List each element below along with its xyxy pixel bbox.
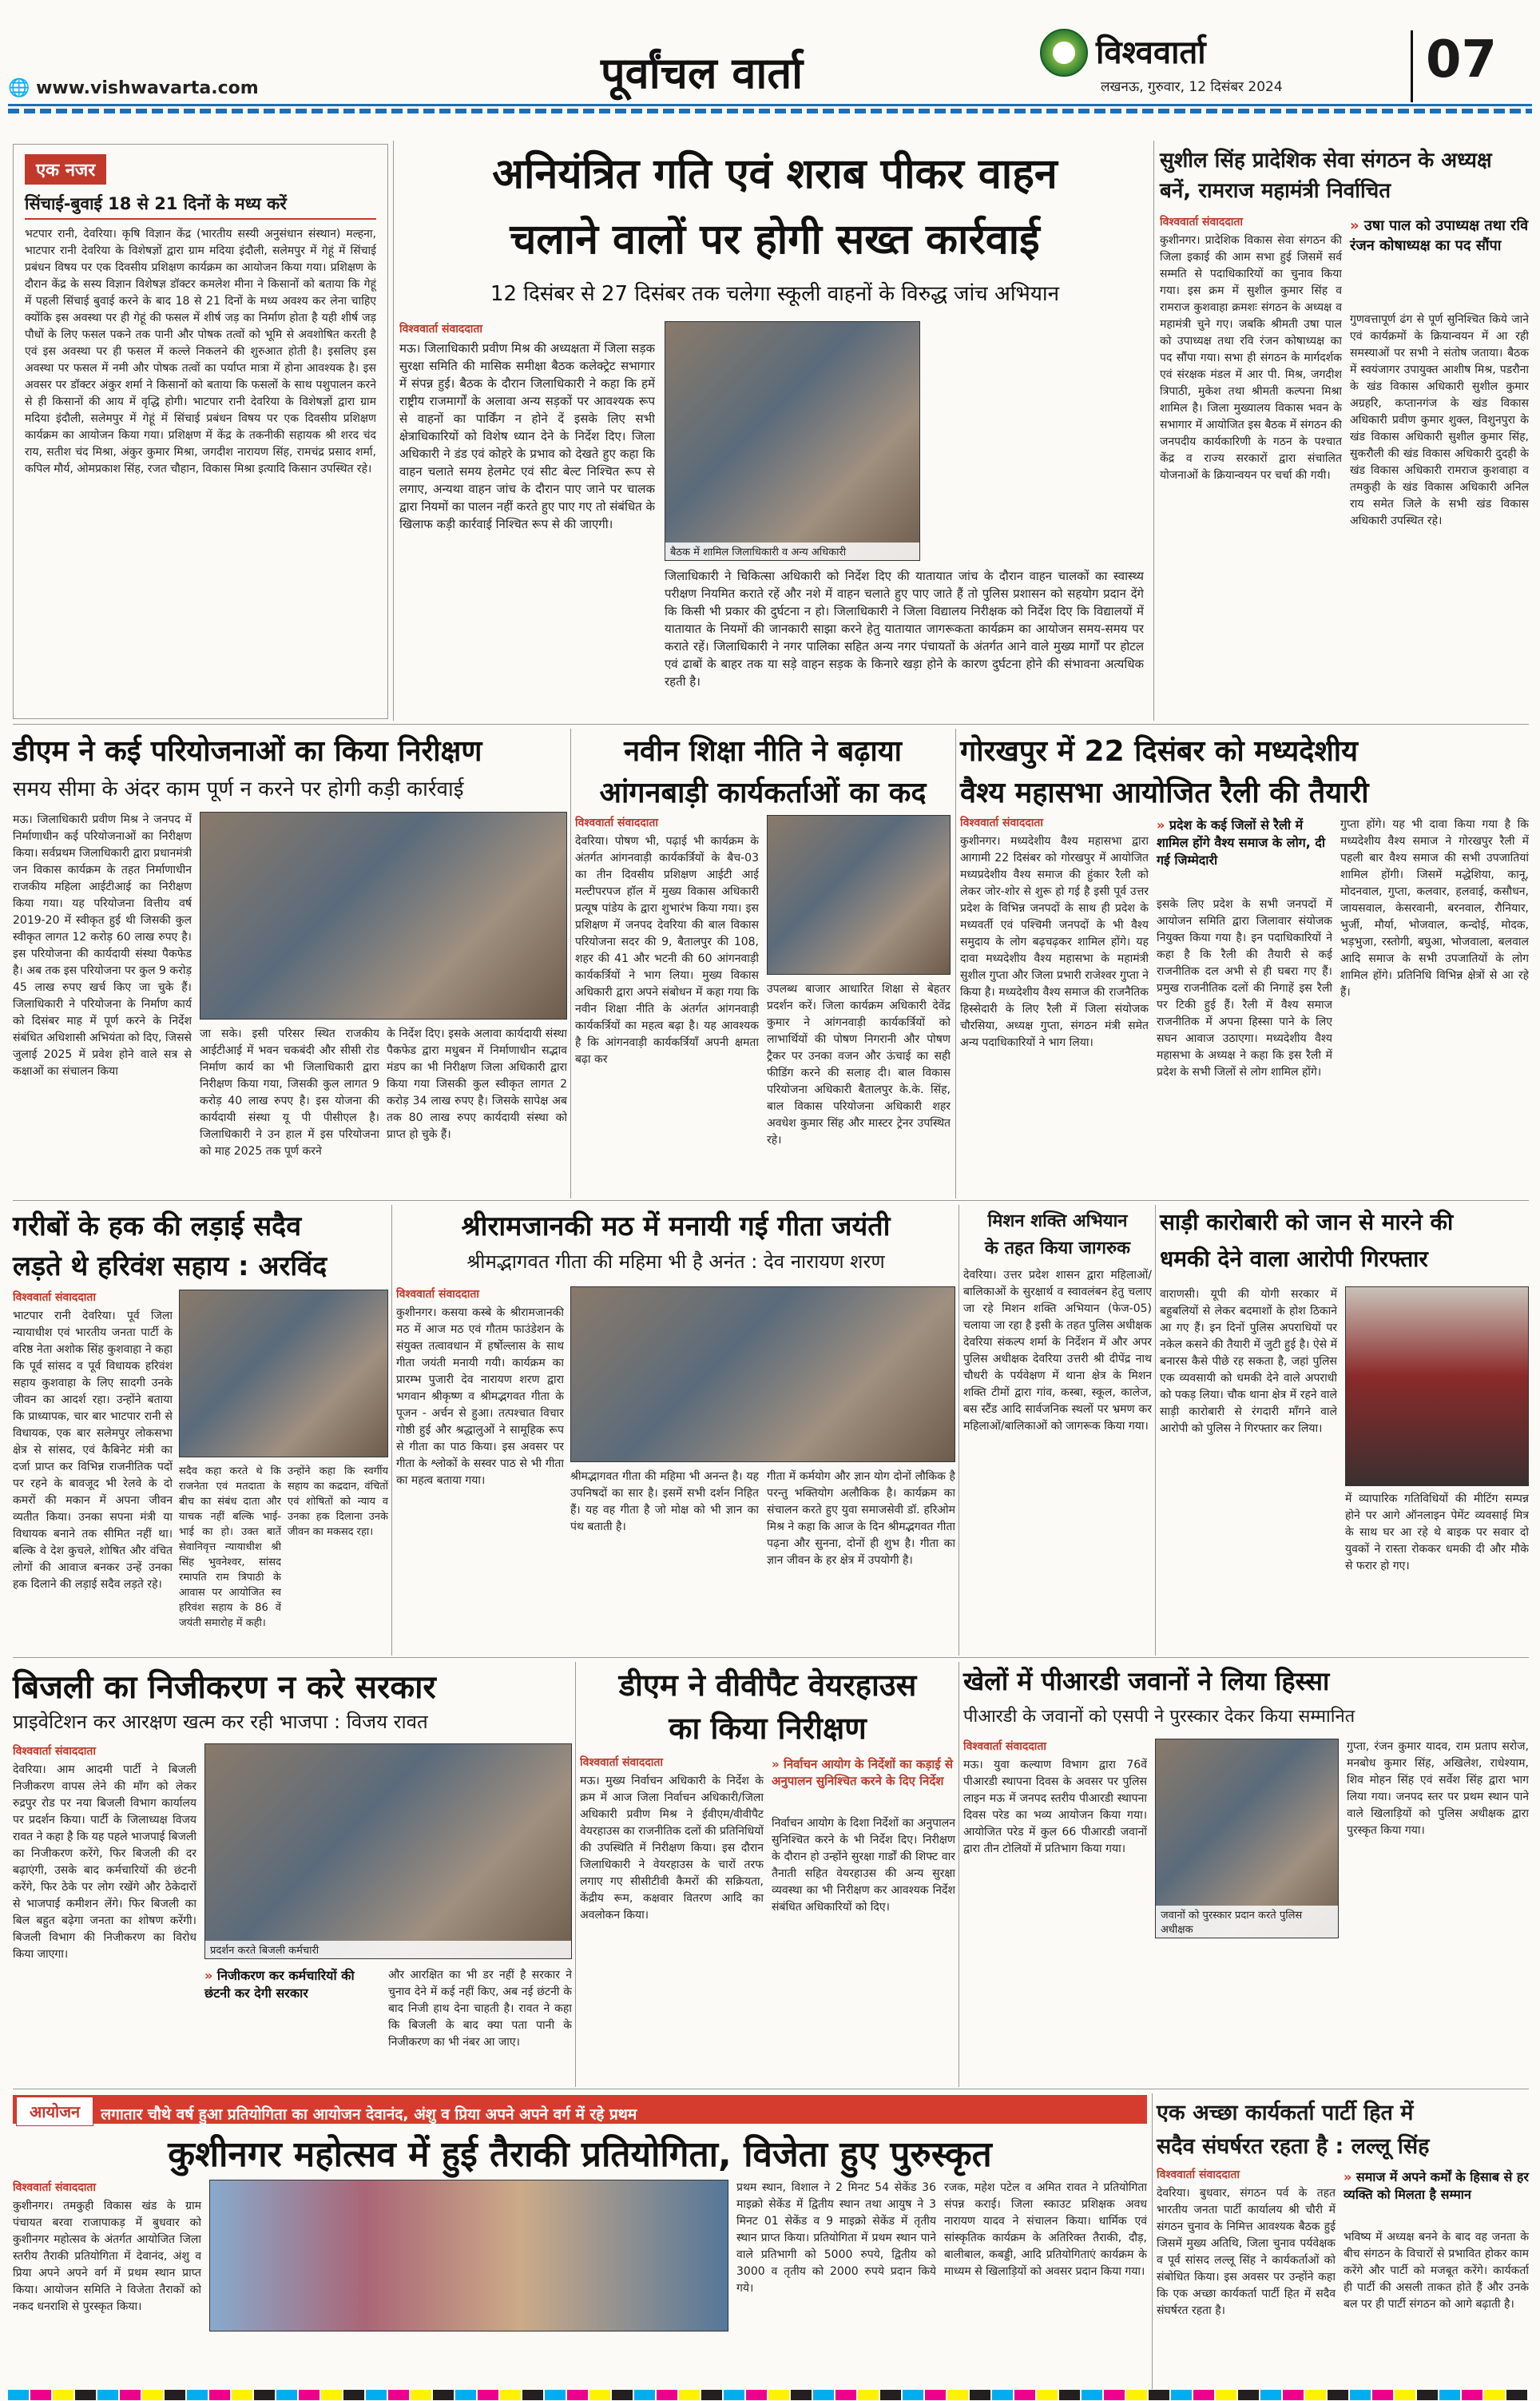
- gorakhpur-pullquote: » प्रदेश के कई जिलों से रैली में शामिल होंगे वैश्य समाज के लोग, दी गई जिम्मेदारी: [1157, 817, 1326, 868]
- taraki-text-3: रजक, महेश पटेल व अमित रावत ने प्रतियोगिता संपन्न कराई। जिला स्काउट प्रशिक्षक अवध नारायण यादव ने संचालन किया। धार्मिक एवं सांस्कृतिक कार्यक्रम के अतिरिक्त तैराकी, दौड़, बालीबाल, कबड्डी, आदि प्रतियोगिताएं कार्यक्रम के माध्यम से खिलाड़ियों को अवसर प्रदान किया गया।: [944, 2181, 1147, 2278]
- registration-marks: [8, 2389, 1532, 2400]
- lallu-text-2: भविष्य में अध्यक्ष बनने के बाद वह जनता के बीच संगठन के विचारों से प्रभावित होकर काम करेंगे और पार्टी को मजबूत करेंगे। कार्यकर्ता ही पार्टी की असली ताकत होते हैं और उनके बल पर ही पार्टी संगठन को आगे बढ़ाती है।: [1344, 2231, 1529, 2311]
- lead-headline-1: अनियंत्रित गति एवं शराब पीकर वाहन: [492, 150, 1058, 198]
- col-divider: [1152, 2093, 1153, 2389]
- sushil-col-1: [1160, 214, 1342, 719]
- gorakhpur-byline: विश्ववार्ता संवाददाता: [960, 817, 1044, 829]
- ek-nazar-headline: सिंचाई-बुवाई 18 से 21 दिनों के मध्य करें: [25, 193, 376, 220]
- harivansh-text-2: सदैव कहा करते थे कि राजनेता एवं मतदाता के बीच का संबंध दाता और याचक नहीं बल्कि भाई-भाई का हो। उक्त बातें सेवानिवृत्त न्यायाधीश श्री सिंह भुवनेश्वर, सांसद रमापति राम त्रिपाठी के आवास पर आयोजित स्व हरिवंश सहाय के 86 वें जयंती समारोह में कही।: [179, 1465, 281, 1629]
- taraki-headline: कुशीनगर महोत्सव में हुई तैराकी प्रतियोगिता, विजेता हुए पुरुस्कृत: [168, 2134, 992, 2175]
- vvpat-text-2: निर्वाचन आयोग के दिशा निर्देशों का अनुपालन सुनिश्चित करने के भी निर्देश दिए। निरीक्षण के दौरान हो उन्होंने सुरक्षा गार्डों की शिफ्ट वार तैनाती सहित वेयरहाउस की अन्य सुरक्षा व्यवस्था का भी निरीक्षण कर आवश्यक निर्देश संबंधित अधिकारियों को दिए।: [772, 1817, 955, 1914]
- header-wave: [8, 109, 1532, 113]
- dm-projects-photo: [200, 812, 567, 1020]
- quote-chevron-icon: »: [772, 1757, 780, 1771]
- dhamki-text-2: में व्यापारिक गतिविधियों की मीटिंग सम्पन्न होने पर आगे ऑनलाइन पेमेंट व्यवसाई मित्र के साथ घर आ रहे थे बाइक पर सवार दो युवकों ने रास्ता रोककर धमकी दी और मौके से फरार हो गए।: [1345, 1493, 1529, 1572]
- harivansh-byline: विश्ववार्ता संवाददाता: [13, 1291, 97, 1304]
- gita-text-1: कुशीनगर। कसया कस्बे के श्रीरामजानकी मठ में आज मठ एवं गौतम फाउंडेशन के संयुक्त तत्वावधान में हर्षोल्लास के साथ गीता जयंती मनायी गयी। कार्यक्रम का प्रारम्भ पुजारी देव नारायण शरण द्वारा भगवान श्रीकृष्ण व श्रीमद्भगवत गीता के पूजन - अर्चन से हुआ। तत्पश्चात विचार गोष्ठी हुई और श्रद्धालुओं ने सामूहिक रूप से गीता का पाठ किया। इस अवसर पर गीता के श्लोकों के सस्वर पाठ से भी गीता का महत्व बताया गया।: [396, 1306, 564, 1487]
- globe-icon: 🌐: [8, 78, 30, 98]
- col-divider: [391, 1205, 392, 1656]
- harivansh-headline-2: लड़ते थे हरिवंश सहाय : अरविंद: [13, 1250, 327, 1282]
- harivansh-col-1: [13, 1290, 173, 1652]
- quote-chevron-icon: »: [1350, 217, 1359, 234]
- dhamki-photo: [1345, 1286, 1529, 1486]
- gorakhpur-text-2: इसके लिए प्रदेश के सभी जनपदों में आयोजन समिति द्वारा जिलावार संयोजक नियुक्त किया गया है। इन पदाधिकारियों ने कहा है कि रैली की तैयारी से कई राजनीतिक दल अभी से ही घबरा गए हैं। प्रमुख राजनीतिक दलों की निगाहें इस रैली पर टिकी हुई हैं। रैली में वैश्य समाज राजनीतिक में अपना हिस्सा पाने के लिए सघन आवाज उठाएगा। मध्यदेशीय वैश्य महासभा के अध्यक्ष ने कहा कि इस रैली में प्रदेश के सभी जिलों से लोग शामिल होंगे।: [1157, 898, 1332, 1079]
- shiksha-photo: [767, 815, 951, 975]
- quote-chevron-icon: »: [1157, 817, 1165, 833]
- lallu-col-1: [1157, 2167, 1336, 2389]
- mission-headline-1: मिशन शक्ति अभियान: [987, 1211, 1128, 1231]
- lallu-headline-2: सदैव संघर्षरत रहता है : लल्लू सिंह: [1157, 2134, 1430, 2159]
- dhamki-headline-1: साड़ी कारोबारी को जान से मारने की: [1160, 1209, 1454, 1235]
- dateline: लखनऊ, गुरुवार, 12 दिसंबर 2024: [1101, 79, 1283, 95]
- gita-subhead: श्रीमद्भागवत गीता की महिमा भी है अनंत : देव नारायण शरण: [466, 1250, 885, 1273]
- col-divider: [570, 729, 571, 1199]
- gorakhpur-headline-2: वैश्य महासभा आयोजित रैली की तैयारी: [960, 777, 1369, 809]
- shiksha-text-1: देवरिया। पोषण भी, पढ़ाई भी कार्यक्रम के अंतर्गत आंगनवाड़ी कार्यकर्त्रियों के बैच-03 का तीन दिवसीय प्रशिक्षण आईटी आई मल्टीपरपज हॉल में मुख्य विकास अधिकारी प्रत्यूष पांडेय के द्वारा शुभारंभ किया गया। इस प्रशिक्षण में जनपद देवरिया की बाल विकास परियोजना सदर की 9, बैतालपुर की 108, शहर की 41 और भटनी की 60 आंगनवाड़ी कार्यकर्त्रियों ने भाग लिया। मुख्य विकास अधिकारी द्वारा अपने संबोधन में कहा गया कि नवीन शिक्षा नीति के अंतर्गत आंगनवाड़ी कार्यकर्त्रियों का महत्व बढ़ा है। यह आवश्यक है कि आंगनवाड़ी कार्यकर्त्रियाँ अपनी क्षमता बढ़ा कर: [575, 835, 759, 1066]
- lead-photo-caption: बैठक में शामिल जिलाधिकारी व अन्य अधिकारी: [665, 543, 919, 560]
- vvpat-col-1: [580, 1755, 764, 2084]
- taraki-photo: [209, 2180, 728, 2331]
- dm-projects-headline: डीएम ने कई परियोजनाओं का किया निरीक्षण: [13, 735, 482, 768]
- gita-photo: [570, 1286, 955, 1462]
- bijli-text-2: और आरक्षित का भी डर नहीं है सरकार ने चुनाव देने में कई नहीं किए, अब नई छंटनी के बाद निजी हाथ देना चाहती है। रावत ने कहा कि बिजली के बाद क्या पता पानी के निजीकरण का भी नंबर आ जाए।: [388, 1969, 572, 2049]
- sushil-text-1: कुशीनगर। प्रादेशिक विकास सेवा संगठन की जिला इकाई की आम सभा हुई जिसमें सर्व सम्मति से पदाधिकारियों का चुनाव किया गया। इस क्रम में सुशील कुमार सिंह व रामराज कुशवाहा क्रमशः संगठन के अध्यक्ष व महामंत्री चुने गए। जबकि श्रीमती उषा पाल को उपाध्यक्ष तथा रवि रंजन कोषाध्यक्ष का पद सौंपा गया। सभा ही संगठन के मार्गदर्शक एवं संरक्षक मंडल में आर पी. मिश्र, जगदीश त्रिपाठी, मुकेश तथा श्रीमती कल्पना मिश्रा शामिल है। जिला मुख्यालय विकास भवन के सभागार में आयोजित इस बैठक में संगठन की जनपदीय कार्यकारिणी के गठन के पश्चात केंद्र व राज्य सरकारों द्वारा संचालित योजनाओं के क्रियान्वयन पर चर्चा की गयी।: [1160, 234, 1342, 482]
- gita-text-2: श्रीमद्भागवत गीता की महिमा भी अनन्त है। यह उपनिषदों का सार है। इसमें सभी दर्शन निहित हैं। यह वह गीता है जो मोक्ष को भी ज्ञान का पंथ बताती है।: [570, 1470, 759, 1533]
- harivansh-text-3: उन्होंने कहा कि स्वर्गीय सहाय का कद्रदान, वंचितों एवं शोषितों को न्याय व उनका हक दिलाना उनके जीवन का मकसद रहा।: [288, 1465, 388, 1538]
- sushil-headline: सुशील सिंह प्रादेशिक सेवा संगठन के अध्यक्ष बनें, रामराज महामंत्री निर्वाचित: [1160, 149, 1492, 203]
- bijli-subhead: प्राइवेटिशन कर आरक्षण खत्म कर रही भाजपा : विजय रावत: [13, 1711, 428, 1733]
- lead-subhead: 12 दिसंबर से 27 दिसंबर तक चलेगा स्कूली वाहनों के विरुद्ध जांच अभियान: [490, 282, 1060, 306]
- row-divider-1: [13, 724, 1529, 725]
- ek-nazar-body: भटपार रानी, देवरिया। कृषि विज्ञान केंद्र (भारतीय सस्यी अनुसंधान संस्थान) मल्हना, भाटपार रानी देवरिया के विशेषज्ञों द्वारा ग्राम मदिया इंदौली, सलेमपुर में गेहूं में सिंचाई प्रबंधन विषय पर एक दिवसीय प्रशिक्षण कार्यक्रम का आयोजन किया गया। प्रशिक्षण के दौरान केंद्र के सस्य विज्ञान विशेषज्ञ डॉक्टर कमलेश मीना ने किसानों को बताया कि गेहूं में पहली सिंचाई बुवाई करने के बाद 18 से 21 दिनों के मध्य अवश्य कर लेना चाहिए क्योंकि इस अवस्था पर ही गेहूं की फसल में शीर्ष जड़ का निर्माण होता है यही शीर्ष जड़ पौधों के लिए फसल पकने तक पानी और पोषक तत्वों को भूमि से अवशोषित करती है एवं इस अवस्था पर ही फसल में कल्ले निकलने की शुरुआत होती है। इसलिए इस अवस्था पर फसल में नमी और पोषक तत्वों का पर्याप्त मात्रा में होना आवश्यक है। इस अवसर पर डॉक्टर अंकुर शर्मा ने किसानों को बताया कि फसलों के साथ पशुपालन करने से ही किसानों की आय में वृद्धि होगी। भाटपार रानी देवरिया के विशेषज्ञों द्वारा ग्राम मदिया इंदौली, सलेमपुर में गेहूं में सिंचाई प्रबंधन विषय पर एक दिवसीय प्रशिक्षण कार्यक्रम का आयोजन किया गया। प्रशिक्षण में केंद्र के तकनीकी सहायक श्री शरद चंद राय, सतीश चंद मिश्रा, अंकुर कुमार मिश्रा, जगदीश नारायण सिंह, रामचंद्र प्रसाद शर्मा, कपिल मौर्य, ओमप्रकाश सिंह, रजत चौहान, विकास मिश्रा इत्यादि किसान उपस्थित रहे।: [25, 228, 376, 475]
- lead-photo: [665, 321, 920, 561]
- lallu-headline-1: एक अच्छा कार्यकर्ता पार्टी हित में: [1157, 2101, 1414, 2125]
- shiksha-text-2: उपलब्ध बाजार आधारित शिक्षा से बेहतर प्रदर्शन करें। जिला कार्यक्रम अधिकारी देवेंद्र कुमार ने आंगनवाड़ी कार्यकर्त्रियों को लाभार्थियों की पोषण निगरानी और पोषण ट्रैकर पर उनका वजन और ऊंचाई का सही फीडिंग करने की सलाह दी। बाल विकास परियोजना अधिकारी बैतालपुर के.के. सिंह, बाल विकास परियोजना अधिकारी शहर अवधेश कुमार सिंह और मास्टर ट्रेनर उपस्थित रहे।: [767, 983, 951, 1147]
- prd-headline: खेलों में पीआरडी जवानों ने लिया हिस्सा: [963, 1666, 1330, 1696]
- shiksha-headline-2: आंगनबाड़ी कार्यकर्ताओं का कद: [599, 777, 927, 809]
- lead-col-1: [399, 321, 655, 721]
- gorakhpur-headline-1: गोरखपुर में 22 दिसंबर को मध्यदेशीय: [960, 735, 1358, 768]
- aayojan-band: [13, 2095, 1147, 2124]
- col-divider: [1155, 1205, 1156, 1656]
- vvpat-headline-1: डीएम ने वीवीपैट वेयरहाउस: [618, 1668, 917, 1703]
- col-divider: [393, 141, 394, 721]
- prd-text-2: गुप्ता, रंजन कुमार यादव, राम प्रताप सरोज, मनबोध कुमार सिंह, अखिलेश, राधेश्याम, शिव मोहन सिंह एवं सर्वेश सिंह द्वारा भाग लिया गया। जनपद स्तर पर प्रथम स्थान पाने वाले खिलाड़ियों को पुलिस अधीक्षक द्वारा पुरस्कृत किया गया।: [1347, 1740, 1529, 1837]
- row-divider-2: [13, 1200, 1529, 1201]
- vvpat-pullquote: » निर्वाचन आयोग के निर्देशों का कड़ाई से अनुपालन सुनिश्चित करने के दिए निर्देश: [772, 1757, 954, 1788]
- gita-byline: विश्ववार्ता संवाददाता: [396, 1288, 480, 1301]
- bijli-photo: [204, 1743, 572, 1959]
- quote-chevron-icon: »: [204, 1968, 213, 1983]
- gorakhpur-text-1: कुशीनगर। मध्यदेशीय वैश्य महासभा द्वारा आगामी 22 दिसंबर को गोरखपुर में आयोजित मध्यप्रदेशीय वैश्य समाज की हुंकार रैली को लेकर जोर-शोर से शुरू हो गई है इसी पूर्व उत्तर प्रदेश के विभिन्न जनपदों के साथ ही प्रदेश के मध्यवर्ती एवं पश्चिमी जनपदों के भी वैश्य समुदाय के लोग बढ़चढ़कर शामिल होंगे। यह दावा मध्यदेशीय वैश्य महासभा के महामंत्री सुशील गुप्ता और जिला प्रभारी राजेश्वर गुप्ता ने किया है। मध्यदेशीय वैश्य समाज की राजनैतिक हिस्सेदारी के लिए रैली में जिला संयोजक चौरसिया, अध्यक्ष गुप्ता, संगठन मंत्री समेत अन्य पदाधिकारियों ने भाग लिया।: [960, 835, 1149, 1049]
- vvpat-headline-2: का किया निरीक्षण: [669, 1711, 867, 1746]
- bijli-pullquote: » निजीकरण कर कर्मचारियों की छंटनी कर देगी सरकार: [204, 1968, 355, 2001]
- col-divider: [955, 729, 956, 1199]
- lead-byline: विश्ववार्ता संवाददाता: [399, 323, 483, 336]
- bijli-photo-caption: प्रदर्शन करते बिजली कर्मचारी: [205, 1941, 571, 1958]
- sushil-text-2: गुणवत्तापूर्ण ढंग से पूर्ण सुनिश्चित किये जाने एवं कार्यक्रमों के क्रियान्वयन में आ रही समस्याओं पर सभी ने संतोष जताया। बैठक में स्वयंजागर उपायुक्त आशीष मिश्र, पडरौना के खंड विकास अधिकारी सुशील कुमार अग्रहरि, कप्तानगंज के खंड विकास अधिकारी प्रवीण कुमार शुक्ल, विशुनपुरा के खंड विकास अधिकारी सुशील कुमार सिंह, सुकरौली की खंड विकास अधिकारी दुदही के खंड विकास अधिकारी रामराज कुशवाहा व तमकुही के खंड विकास अधिकारी अनिल राय समेत जिले के सभी खंड विकास अधिकारी उपस्थित रहे।: [1350, 313, 1529, 527]
- lallu-pullquote: » समाज में अपने कर्मों के हिसाब से हर व्यक्ति को मिलता है सम्मान: [1344, 2169, 1529, 2202]
- bijli-byline: विश्ववार्ता संवाददाता: [13, 1745, 97, 1758]
- brand-name: विश्ववार्ता: [1096, 34, 1206, 71]
- page-number: 07: [1411, 30, 1530, 102]
- lallu-text-1: देवरिया। बुधवार, संगठन पर्व के तहत भारतीय जनता पार्टी कार्यालय श्री चौरी में संगठन चुनाव के निमित्त आवश्यक बैठक हुई जिसमें मुख्य अतिथि, जिला चुनाव पर्यवेक्षक व पूर्व सांसद लल्लू सिंह ने कार्यकर्ताओं को संबोधित किया। इस अवसर पर उन्होंने कहा कि एक अच्छा कार्यकर्ता पार्टी हित में सदैव संघर्षरत रहता है।: [1157, 2187, 1336, 2317]
- vvpat-byline: विश्ववार्ता संवाददाता: [580, 1756, 664, 1769]
- mission-headline-2: के तहत किया जागरुक: [984, 1238, 1131, 1258]
- lead-headline-2: चलाने वालों पर होगी सख्त कार्रवाई: [510, 216, 1040, 264]
- header-rule: [8, 104, 1532, 106]
- ek-nazar-box: [13, 144, 388, 719]
- brand-logo: [1040, 29, 1088, 77]
- dhamki-text-1: वाराणसी। यूपी की योगी सरकार में बहुबलियों से लेकर बदमाशों के होश ठिकाने आ गए हैं। इन दिनों पुलिस अपराधियों पर नकेल कसने की तैयारी में जुटी हुई है। ऐसे में बनारस कैसे पीछे रह सकता है, जहां पुलिस एक व्यवसायी को धमकी देने वाले अपराधी को पकड़ लिया। चौक थाना क्षेत्र में रहने वाले साड़ी कारोबारी से रंगदारी माँगने वाले आरोपी को पुलिस ने गिरफ्तार कर लिया।: [1160, 1288, 1337, 1435]
- ek-nazar-tag: एक नजर: [25, 154, 106, 185]
- bijli-col-1: [13, 1743, 196, 2084]
- lallu-byline: विश्ववार्ता संवाददाता: [1157, 2168, 1240, 2181]
- dm-projects-text-1: मऊ। जिलाधिकारी प्रवीण मिश्र ने जनपद में निर्माणाधीन कई परियोजनाओं का निरीक्षण किया। सर्वप्रथम जिलाधिकारी द्वारा प्रधानमंत्री जन विकास कार्यक्रम के तहत निर्माणाधीन राजकीय महिला आईटीआई का निरीक्षण किया गया। यह परियोजना वित्तीय वर्ष 2019-20 में स्वीकृत हुई थी जिसकी कुल स्वीकृत लागत 12 करोड़ 60 लाख रुपए है। इस परियोजना की कार्यदायी संस्था पैकफेड है। अब तक इस परियोजना पर कुल 9 करोड़ 45 लाख रुपए खर्च किए जा चुके हैं। जिलाधिकारी ने परियोजना के निर्माण कार्य को दिसंबर माह में पूर्ण करने के निर्देश संबंधित अधिशासी अभियंता को दिए, जिससे जुलाई 2025 में प्रवेश होने वाले सत्र से कक्षाओं का संचालन किया: [13, 813, 192, 1078]
- harivansh-headline-1: गरीबों के हक की लड़ाई सदैव: [13, 1210, 302, 1242]
- row-divider-3: [13, 1657, 1529, 1658]
- col-divider: [575, 1662, 576, 2087]
- taraki-text-2: प्रथम स्थान, विशाल ने 2 मिनट 54 सेकेंड 36 माइक्रो सेकेंड में द्वितीय स्थान तथा आयुष ने 3 मिनट 01 सेकेंड व 9 माइक्रो सेकेंड में तृतीय स्थान प्राप्त किया। प्रतियोगिता में प्रथम स्थान पाने वाले प्रतिभागी को 5000 रुपये, द्वितीय को 3000 व तृतीय को 2000 रुपये प्रदान किये गये।: [736, 2181, 936, 2295]
- prd-photo-caption: जवानों को पुरस्कार प्रदान करते पुलिस अधीक्षक: [1156, 1906, 1338, 1938]
- dhamki-headline-2: धमकी देने वाला आरोपी गिरफ्तार: [1160, 1246, 1428, 1272]
- gita-headline: श्रीरामजानकी मठ में मनायी गई गीता जयंती: [461, 1210, 891, 1242]
- dm-projects-text-2: जा सके। इसी परिसर स्थित राजकीय आईटीआई में भवन चकबंदी और सीसी रोड निर्माण कार्य का भी जिलाधिकारी द्वारा निरीक्षण किया गया, जिसकी कुल लागत 9 करोड़ 40 लाख रुपए है। इस योजना की कार्यदायी संस्था यू पी पीसीएल है। जिलाधिकारी ने उन हाल में इस परियोजना को माह 2025 तक पूर्ण करने: [200, 1028, 379, 1158]
- prd-subhead: पीआरडी के जवानों को एसपी ने पुरस्कार देकर किया सम्मानित: [963, 1707, 1355, 1727]
- vvpat-text-1: मऊ। मुख्य निर्वाचन अधिकारी के निर्देश के क्रम में आज जिला निर्वाचन अधिकारी/जिला अधिकारी प्रवीण मिश्र ने ईवीएम/वीवीपैट वेयरहाउस का राजनीतिक दलों की प्रतिनिधियों की उपस्थिति में निरीक्षण किया। इस दौरान जिलाधिकारी ने वेयरहाउस के चारों तरफ लगाए गए सीसीटीवी कैमरों की सक्रियता, केंद्रीय रूम, कक्षवार वितरण आदि का अवलोकन किया।: [580, 1775, 764, 1922]
- quote-chevron-icon: »: [1344, 2169, 1352, 2184]
- taraki-col-1: [13, 2180, 201, 2389]
- shiksha-headline-1: नवीन शिक्षा नीति ने बढ़ाया: [624, 735, 902, 768]
- harivansh-photo: [179, 1290, 388, 1457]
- section-title: पूर्वांचल वार्ता: [601, 47, 804, 98]
- site-url[interactable]: 🌐 www.vishwavarta.com: [8, 78, 259, 98]
- sushil-byline: विश्ववार्ता संवाददाता: [1160, 216, 1244, 229]
- lead-text-1: मऊ। जिलाधिकारी प्रवीण मिश्र की अध्यक्षता में जिला सड़क सुरक्षा समिति की मासिक समीक्षा बैठक कलेक्ट्रेट सभागार में संपन्न हुई। बैठक के दौरान जिलाधिकारी ने कहा कि हमें राष्ट्रीय राजमार्गों के अलावा अन्य सड़कों पर आवश्यक रूप से वाहनों का पार्किंग न होने दें इसके लिए सभी क्षेत्राधिकारियों को विशेष ध्यान देने के निर्देश दिए। जिला अधिकारी ने डंड एवं कोहरे के प्रभाव को देखते हुए कहा कि वाहन चलाते समय हेलमेट एवं सीट बेल्ट निश्चित रूप से लगाए, अन्यथा वाहन जांच के दौरान पाए जाने पर चालक द्वारा नियमों का पालन नहीं करते हुए पाए गए तो संबंधित के खिलाफ कड़ी कार्रवाई निश्चित रूप से की जाएगी।: [399, 341, 655, 531]
- lead-text-2: जिलाधिकारी ने चिकित्सा अधिकारी को निर्देश दिए की यातायात जांच के दौरान वाहन चालकों का स्वास्थ्य परीक्षण नियमित कराते रहें और नशे में वाहन चलाते हुए पाए जाते हैं तो पुलिस प्रशासन को सहयोग प्रदान देंगे कि किसी भी प्रकार की दुर्घटना न हो। जिलाधिकारी ने जिला विद्यालय निरीक्षक को निर्देश दिए कि विद्यालयों में यातायात के नियमों की जानकारी साझा करने हेतु यातायात जागरूकता कार्यक्रम का आयोजन समय-समय पर कराते रहें। जिलाधिकारी ने नगर पालिका सहित अन्य नगर पंचायतों के अंतर्गत आने वाले मुख्य मार्गों पर होटल एवं ढाबों के बाहर तक या सड़े वाहन सड़क के किनारे खड़ा होने के कारण दुर्घटना होने की संभावना अत्यधिक रहती है।: [665, 569, 1144, 689]
- harivansh-text-1: भाटपार रानी देवरिया। पूर्व जिला न्यायाधीश एवं भारतीय जनता पार्टी के वरिष्ठ नेता अशोक सिंह कुशवाहा ने कहा कि पूर्व सांसद व पूर्व विधायक हरिवंश सहाय कुशवाहा के लिए सादगी उनके जीवन का आदर्श रहा। उन्होंने बताया कि प्राध्यापक, चार बार भाटपार रानी से विधायक, एक बार सलेमपुर लोकसभा क्षेत्र से सांसद, एवं कैबिनेट मंत्री का दर्जा प्राप्त कर विभिन्न राजनीतिक पदों पर रहने के बावजूद भी रेलवे के दो कमरों की मकान में अपना जीवन व्यतीत किया। उनका सपना मंत्री या विधायक बनाने तक सीमित नहीं था। बल्कि वे देश कुचले, शोषित और वंचित लोगों की आवाज बनकर उन्हें उनका हक दिलाने की लड़ाई सदैव लड़ते रहे।: [13, 1310, 173, 1591]
- gorakhpur-text-3: गुप्ता होंगे। यह भी दावा किया गया है कि मध्यदेशीय वैश्य समाज ने गोरखपुर रैली में पहली बार वैश्य समाज की सभी उपजातियां शामिल होंगी। जिसमें मद्धेशिया, कानू, मोदनवाल, गुप्ता, कलवार, हलवाई, कसौधन, जायसवाल, केसरवानी, बरनवाल, रौनियार, भुर्जी, मौर्या, भोजवाल, कन्दोई, मोदक, भड़भुजा, रस्तोगी, बघुआ, भोजवाला, बलवाल आदि समाज के सभी उपजातियों के लोग शामिल होंगे। प्रतिनिधि विभिन्न क्षेत्रों से आ रहे हैं।: [1340, 818, 1529, 999]
- sushil-pullquote: » उषा पाल को उपाध्यक्ष तथा रवि रंजन कोषाध्यक्ष का पद सौंपा: [1350, 217, 1529, 254]
- shiksha-byline: विश्ववार्ता संवाददाता: [575, 817, 659, 829]
- prd-photo: [1155, 1739, 1339, 1938]
- prd-col-1: [963, 1739, 1147, 2084]
- col-divider: [1153, 141, 1154, 721]
- prd-byline: विश्ववार्ता संवाददाता: [963, 1740, 1047, 1753]
- gorakhpur-col-1: [960, 815, 1149, 1195]
- gita-col-1: [396, 1286, 564, 1652]
- aayojan-text: लगातार चौथे वर्ष हुआ प्रतियोगिता का आयोजन देवानंद, अंशु व प्रिया अपने अपने वर्ग में रहे प्रथम: [101, 2105, 637, 2124]
- bijli-text-1: देवरिया। आम आदमी पार्टी ने बिजली निजीकरण वापस लेने की माँग को लेकर रुद्रपुर रोड पर नया बिजली विभाग कार्यालय पर प्रदर्शन किया। पार्टी के जिलाध्यक्ष विजय रावत ने कहा है कि यह पहले भाजपाई बिजली का निजीकरण करेंगे, फिर बिजली की दर बढ़ाएंगी, उसके बाद कर्मचारियों की छंटनी करेंगे, फिर ठेके पर लोग रखेंगे और ठेकेदारों से भाजपाई कमीशन लेंगे। फिर बिजली का बिल बहुत बढ़ेगा जनता का शोषण करेंगी। बिजली विभाग की निजीकरण का विरोध किया जाएगा।: [13, 1763, 196, 1961]
- taraki-text-1: कुशीनगर। तमकुही विकास खंड के ग्राम पंचायत बरवा राजापाकड़ में बुधवार को कुशीनगर महोत्सव के अंतर्गत आयोजित जिला स्तरीय तैराकी प्रतियोगिता में देवानंद, अंशु व प्रिया अपने अपने वर्ग में प्रथम स्थान प्राप्त किया। आयोजन समिति ने विजेता तैराकों को नकद धनराशि से पुरस्कृत किया।: [13, 2200, 201, 2313]
- dm-projects-subhead: समय सीमा के अंदर काम पूर्ण न करने पर होगी कड़ी कार्रवाई: [13, 777, 464, 801]
- prd-text-1: मऊ। युवा कल्याण विभाग द्वारा 76वें पीआरडी स्थापना दिवस के अवसर पर पुलिस लाइन मऊ में जनपद स्तरीय पीआरडी स्थापना दिवस परेड का भव्य आयोजन किया गया। आयोजित परेड में कुल 66 पीआरडी जवानों द्वारा तीन टोलियों में प्रतिभाग किया गया।: [963, 1759, 1147, 1855]
- aayojan-tag: आयोजन: [16, 2097, 93, 2126]
- gita-text-3: गीता में कर्मयोग और ज्ञान योग दोनों लौकिक है परन्तु भक्तियोग अलौकिक है। कार्यक्रम का संचालन करते हुए युवा समाजसेवी डॉ. हरिओम मिश्र ने कहा कि आज के दिन श्रीमद्भगवत गीता पढ़ना और सुनना, दोनों ही शुभ है। गीता का ज्ञान जीवन के हर क्षेत्र में उपयोगी है।: [767, 1470, 955, 1567]
- bijli-headline: बिजली का निजीकरण न करे सरकार: [13, 1669, 436, 1706]
- mission-text: देवरिया। उत्तर प्रदेश शासन द्वारा महिलाओं/बालिकाओं के सुरक्षार्थ व स्वावलंबन हेतु चलाए जा रहे मिशन शक्ति अभियान (फेज-05) चलाया जा रहा है इसी के तहत पुलिस अधीक्षक देवरिया संकल्प शर्मा के निर्देशन में और अपर पुलिस अधीक्षक देवरिया उत्तरी श्री दीपेंद्र नाथ चौधरी के पर्यवेक्षण में थाना क्षेत्र के मिशन शक्ति टीमों द्वारा गांव, कस्बा, स्कूल, कालेज, बस स्टैंड आदि सार्वजनिक स्थलों पर भ्रमण कर महिलाओं/बालिकाओं को जागरूक किया गया।: [963, 1269, 1152, 1433]
- dm-projects-text-3: के निर्देश दिए। इसके अलावा कार्यदायी संस्था पैकफेड द्वारा मधुबन में निर्माणाधीन सद्भाव मंडप का भी निरीक्षण जिला अधिकारी द्वारा किया गया जिसकी कुल स्वीकृत लागत 2 करोड़ 34 लाख रुपए है। जिसके सापेक्ष अब तक 80 लाख रुपए कार्यदायी संस्था को प्राप्त हो चुके हैं।: [387, 1028, 567, 1141]
- shiksha-col-1: [575, 815, 759, 1195]
- taraki-byline: विश्ववार्ता संवाददाता: [13, 2181, 97, 2194]
